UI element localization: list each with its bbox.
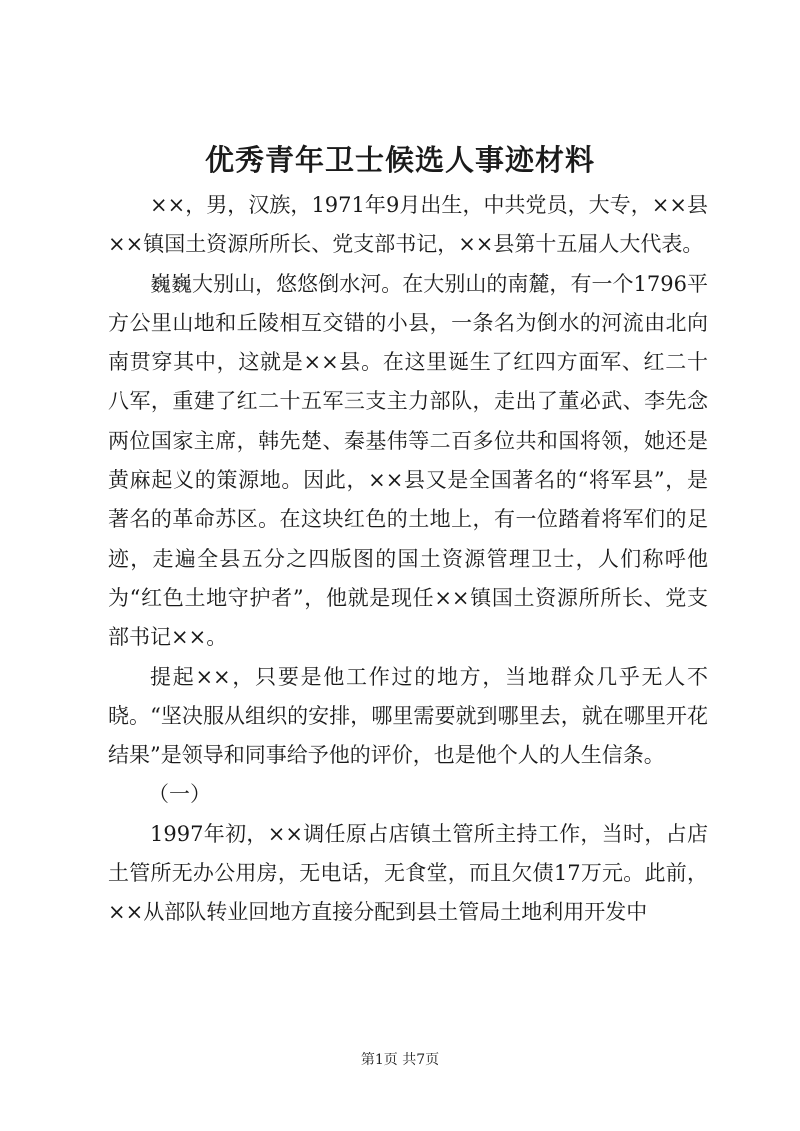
document-body [108,186,708,933]
section-heading: （一） [148,782,211,807]
paragraph-reputation: 提起××，只要是他工作过的地方，当地群众几乎无人不晓。“坚决服从组织的安排，哪里需要就到哪里去，就在哪里开花结果”是领导和同事给予他的评价，也是他个人的人生信条。 [108,664,708,768]
page-title: 优秀青年卫士候选人事迹材料 [204,143,595,177]
page-footer: 第1页 共7页 [360,1052,440,1068]
paragraph-1997: 1997年初，××调任原占店镇土管所主持工作，当时，占店土管所无办公用房，无电话，无食堂，而且欠债17万元。此前，××从部队转业回地方直接分配到县土管局土地利用开发中 [108,821,708,925]
paragraph-background: 巍巍大别山，悠悠倒水河。在大别山的南麓，有一个1796平方公里山地和丘陵相互交错的小县，一条名为倒水的河流由北向南贯穿其中，这就是××县。在这里诞生了红四方面军、红二十八军，重建了红二十五军三支主力部队，走出了董必武、李先念两位国家主席，韩先楚、秦基伟等二百多位共和国将领，她还是黄麻起义的策源地。因此，××县又是全国著名的“将军县”，是著名的革命苏区。在这块红色的土地上，有一位踏着将军们的足迹，走遍全县五分之四版图的国土资源管理卫士，人们称呼他为“红色土地守护者”，他就是现任××镇国土资源所所长、党支部书记××。 [108,271,708,650]
paragraph-intro: ××，男，汉族，1971年9月出生，中共党员，大专，××县××镇国土资源所所长、党支部书记，××县第十五届人大代表。 [108,193,708,257]
